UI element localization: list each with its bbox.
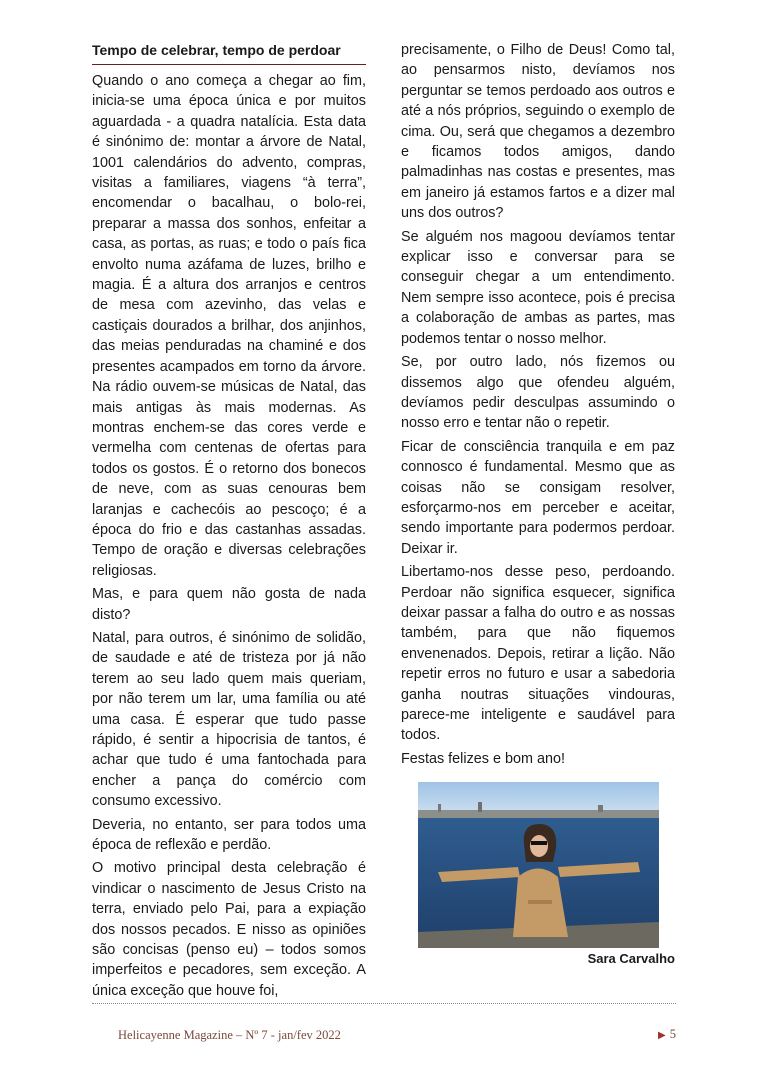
paragraph: O motivo principal desta celebração é vindicar o nascimento de Jesus Cristo na terra, enviado pelo Pai, para a expiação dos nossos pecados. E nisso as opiniões são concisas (penso eu) – todos somos imperfeitos e pecadores, sem exceção. A única exceção que houve foi, [92, 860, 366, 999]
triangle-marker-icon: ▶ [658, 1030, 666, 1041]
paragraph: Festas felizes e bom ano! [401, 750, 565, 767]
paragraph: Natal, para outros, é sinónimo de solidão, de saudade e até de tristeza por já não terem ao seu lado quem mais queriam, por não terem um lar, uma família ou até uma casa. É esperar que tudo passe rápido, é sentir a hipocrisia de tantos, é achar que tudo é uma fantochada para encher a pança do comércio com consumo excessivo. [92, 629, 366, 810]
paragraph: Ficar de consciência tranquila e em paz connosco é fundamental. Mesmo que as coisas não se consigam resolver, esforçarmo-nos em perceber e aceitar, sendo importante para podermos perdoar. Deixar ir. [401, 438, 675, 557]
paragraph: Mas, e para quem não gosta de nada disto? [92, 586, 366, 623]
footer-magazine: Helicayenne Magazine – Nº 7 - jan/fev 2022 [118, 1028, 341, 1042]
page-number-wrap [658, 1027, 676, 1042]
author-name: Sara Carvalho [587, 951, 675, 966]
article-title: Tempo de celebrar, tempo de perdoar [92, 40, 366, 65]
paragraph: Deveria, no entanto, ser para todos uma época de reflexão e perdão. [92, 816, 366, 854]
page-number: 5 [669, 1027, 676, 1041]
paragraph: Quando o ano começa a chegar ao fim, inicia-se uma época única e por muitos aguardada - a quadra natalícia. Esta data é sinónimo de: montar a árvore de Natal, 1001 calendários do advento, compras, visitas a familiares, viagens “à terra”, encomendar o bacalhau, o bolo-rei, preparar a massa dos sonhos, enfeitar a casa, as portas, as ruas; e todo o país fica envolto numa azáfama de luzes, brilho e magia. É a altura dos arranjos e centros de mesa com azevinho, das velas e castiçais dourados a brilhar, dos anjinhos, das meias penduradas na chaminé e dos presentes acampados em torno da árvore. Na rádio ouvem-se músicas de Natal, das mais antigas às mais modernas. As montras enchem-se das cores verde e vermelha com centenas de ofertas para todos os gostos. É o retorno dos bonecos de neve, com as suas cenouras bem laranjas e cachecóis ao pescoço; é a época do frio e das castanhas assadas. Tempo de oração e diversas celebrações religiosas. [92, 73, 366, 579]
photo-illustration [418, 782, 659, 948]
author-photo [418, 782, 659, 948]
left-column [92, 40, 366, 1004]
paragraph: precisamente, o Filho de Deus! Como tal, ao pensarmos nisto, devíamos nos perguntar se temos perdoado aos outros e até a nós próprios, seguindo o exemplo de cima. Ou, será que chegamos a dezembro e ficamos todos amigos, dando palmadinhas nas costas e presentes, mas em janeiro já estamos fartos e a dizer mal uns dos outros? [401, 42, 675, 222]
footer-divider [92, 1003, 676, 1004]
paragraph: Se, por outro lado, nós fizemos ou dissemos algo que ofendeu alguém, devíamos pedir desculpas assumindo o nosso erro e tentar não o repetir. [401, 354, 675, 432]
paragraph: Se alguém nos magoou devíamos tentar explicar isso e conversar para se conseguir chegar a um entendimento. Nem sempre isso acontece, pois é precisa a colaboração de ambas as partes, mas podemos tentar o nosso melhor. [401, 228, 675, 347]
right-column [401, 40, 675, 772]
paragraph: Libertamo-nos desse peso, perdoando. Perdoar não significa esquecer, significa deixar passar a falha do outro e as nossas também, para que não fiquemos envenenados. Depois, retirar a lição. Não repetir erros no futuro e usar a sabedoria ganha noutras situações vindouras, parece-me inteligente e saudável para todos. [401, 564, 675, 744]
